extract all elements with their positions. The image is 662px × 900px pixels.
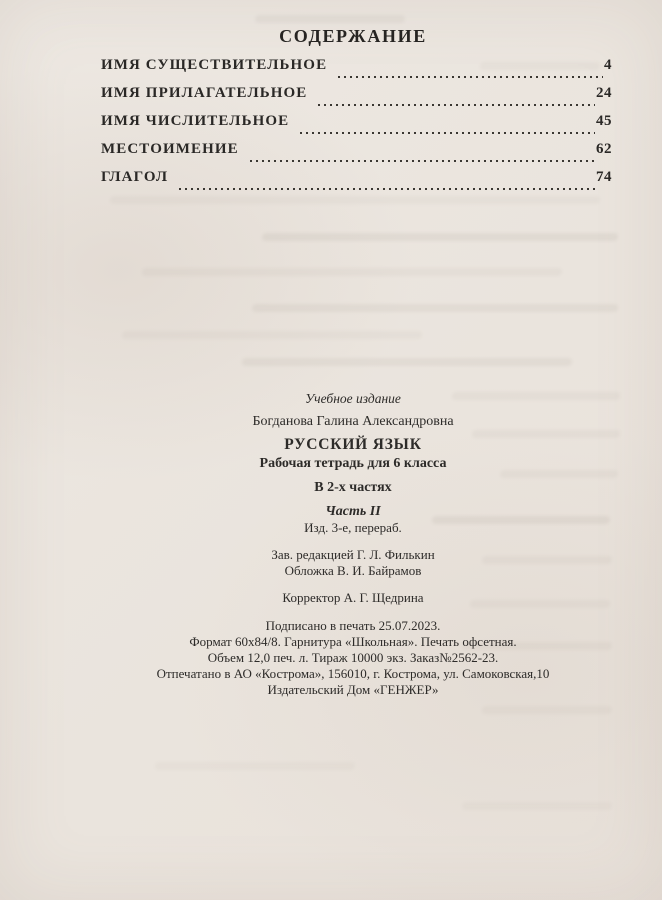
- dot-leader: [336, 57, 603, 85]
- book-subtitle: Рабочая тетрадь для 6 класса: [259, 456, 447, 471]
- toc-entry-page-number: 62: [596, 141, 612, 157]
- toc-entry-pronoun: [101, 141, 612, 169]
- print-date-line: Подписано в печать 25.07.2023.: [265, 618, 441, 633]
- toc-title: СОДЕРЖАНИЕ: [279, 26, 427, 46]
- toc-entry-numeral: [101, 113, 612, 141]
- managing-editor: Зав. редакцией Г. Л. Филькин: [271, 547, 435, 562]
- toc-entry-label: ГЛАГОЛ: [101, 169, 169, 185]
- toc-entry-page-number: 24: [596, 85, 612, 101]
- book-title: РУССКИЙ ЯЗЫК: [284, 436, 422, 453]
- dot-leader: [177, 169, 595, 197]
- dot-leader: [316, 85, 595, 113]
- toc-entry-adjective: [101, 85, 612, 113]
- cover-designer: Обложка В. И. Байрамов: [284, 563, 422, 578]
- author-name: Богданова Галина Александровна: [252, 414, 454, 429]
- format-line: Формат 60х84/8. Гарнитура «Школьная». Печать офсетная.: [189, 634, 517, 649]
- toc-entry-verb: [101, 169, 612, 197]
- toc-entry-label: ИМЯ ЧИСЛИТЕЛЬНОЕ: [101, 113, 290, 129]
- toc-entry-label: ИМЯ СУЩЕСТВИТЕЛЬНОЕ: [101, 57, 328, 73]
- toc-entry-page-number: 4: [604, 57, 612, 73]
- toc-entry-noun: [101, 57, 612, 85]
- printing-house-line: Отпечатано в АО «Кострома», 156010, г. Кострома, ул. Самоковская,10: [156, 666, 550, 681]
- part-number: Часть II: [325, 504, 381, 519]
- parts-note: В 2-х частях: [314, 480, 392, 495]
- edition-type: Учебное издание: [305, 391, 401, 406]
- volume-line: Объем 12,0 печ. л. Тираж 10000 экз. Заказ№2562-23.: [207, 650, 499, 665]
- colophon: [44, 391, 662, 698]
- dot-leader: [298, 113, 595, 141]
- toc-entry-page-number: 74: [596, 169, 612, 185]
- table-of-contents: [101, 57, 612, 197]
- publisher-name: Издательский Дом «ГЕНЖЕР»: [267, 682, 439, 697]
- proofreader: Корректор А. Г. Щедрина: [282, 590, 424, 605]
- toc-entry-label: МЕСТОИМЕНИЕ: [101, 141, 239, 157]
- edition-note: Изд. 3-е, перераб.: [304, 520, 402, 535]
- dot-leader: [248, 141, 595, 169]
- toc-entry-label: ИМЯ ПРИЛАГАТЕЛЬНОЕ: [101, 85, 308, 101]
- toc-entry-page-number: 45: [596, 113, 612, 129]
